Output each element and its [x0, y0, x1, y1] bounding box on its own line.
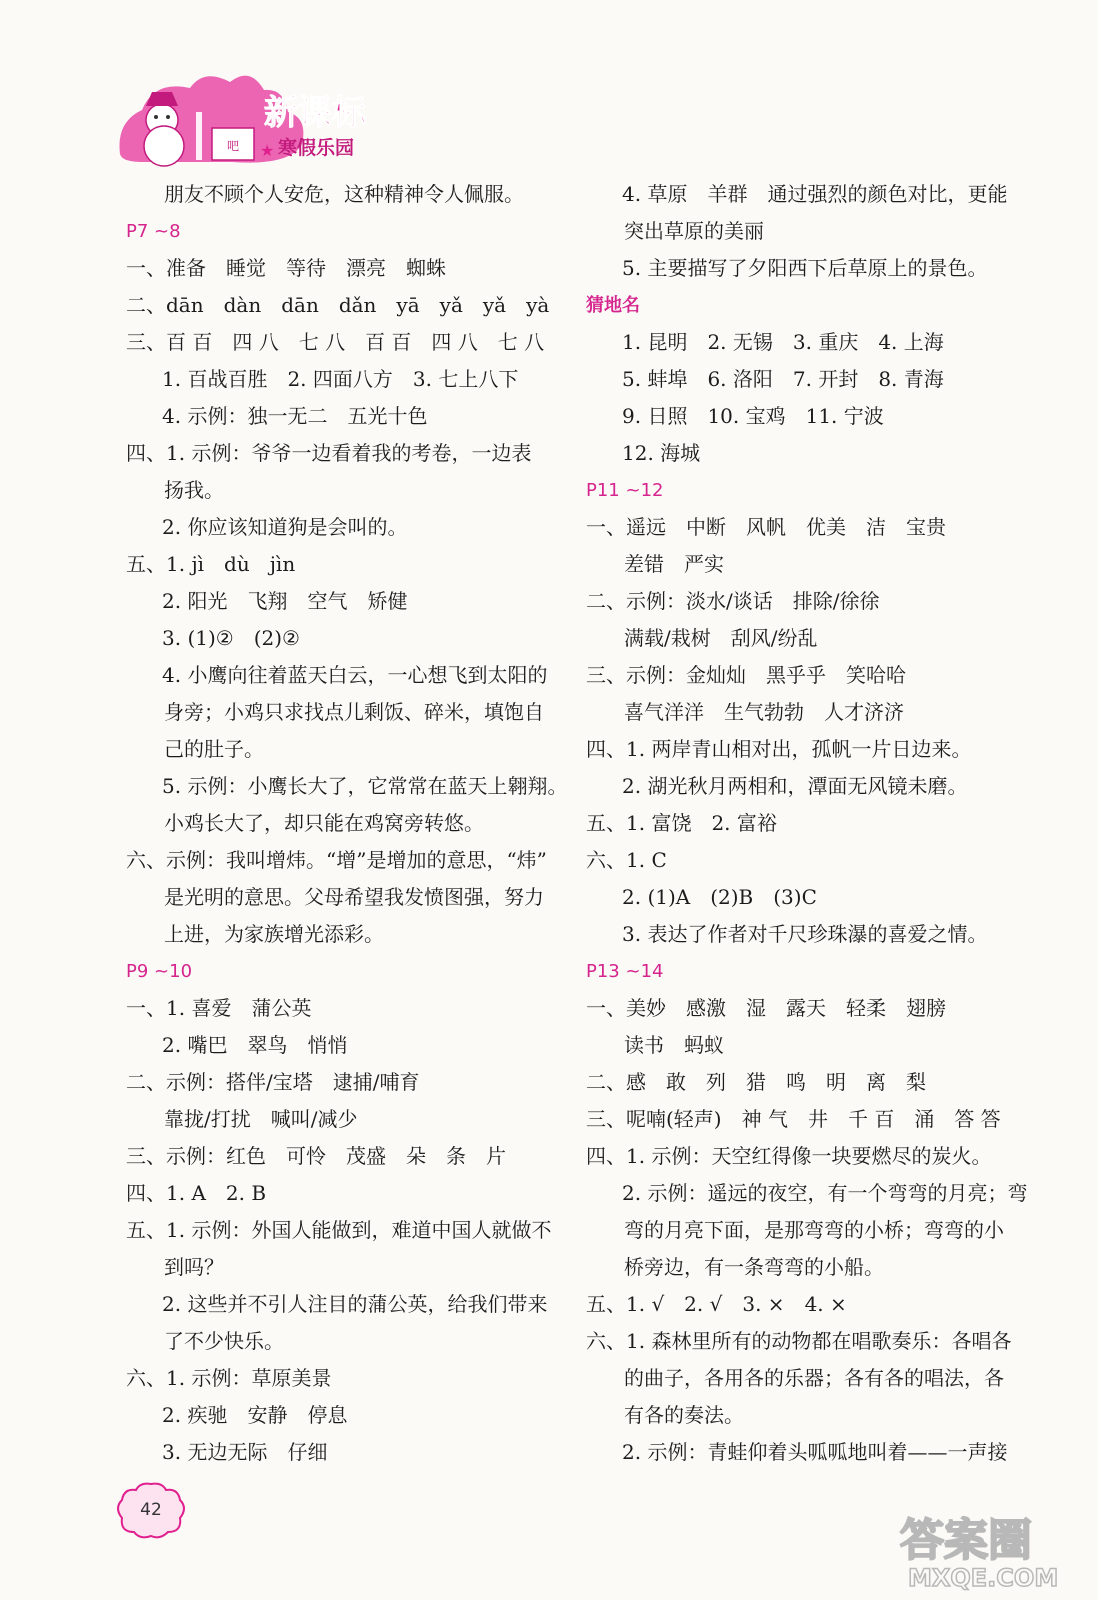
- answer-line: 二、感 敢 列 猎 鸣 明 离 梨: [586, 1070, 926, 1094]
- answer-line: 一、美妙 感激 湿 露天 轻柔 翅膀: [586, 996, 946, 1020]
- answer-line: 四、1. 示例：爷爷一边看着我的考卷，一边表: [126, 441, 532, 465]
- answer-column-right: [586, 176, 1028, 1471]
- answer-line: 读书 蚂蚁: [624, 1033, 724, 1057]
- answer-line: 2. 示例：遥远的夜空，有一个弯弯的月亮；弯: [622, 1181, 1028, 1205]
- answer-line: 2. 这些并不引人注目的蒲公英，给我们带来: [162, 1292, 548, 1316]
- answer-line: 身旁；小鸡只求找点儿剩饭、碎米，填饱自: [164, 700, 544, 724]
- answer-line: 的曲子，各用各的乐器；各有各的唱法，各: [624, 1366, 1004, 1390]
- answer-line: 二、示例：淡水/谈话 排除/徐徐: [586, 589, 880, 613]
- answer-line: 4. 示例：独一无二 五光十色: [162, 404, 428, 428]
- answer-line: 2. (1)A (2)B (3)C: [622, 885, 817, 909]
- answer-line: 一、1. 喜爱 蒲公英: [126, 996, 312, 1020]
- header-logo: [112, 62, 412, 172]
- answer-line: 3. (1)② (2)②: [162, 626, 300, 650]
- header-title: 新课标: [264, 93, 366, 133]
- answer-line: 2. 湖光秋月两相和，潭面无风镜未磨。: [622, 774, 968, 798]
- answer-line: 是光明的意思。父母希望我发愤图强，努力: [164, 885, 544, 909]
- answer-line: 上进，为家族增光添彩。: [164, 922, 384, 946]
- answer-line: 靠拢/打扰 喊叫/减少: [164, 1107, 358, 1131]
- answer-line: 9. 日照 10. 宝鸡 11. 宁波: [622, 404, 884, 428]
- answer-line: 三、呢喃(轻声) 神 气 井 千 百 涌 答 答: [586, 1107, 1001, 1131]
- answer-line: 2. 疾驰 安静 停息: [162, 1403, 348, 1427]
- answer-line: 六、示例：我叫增炜。“增”是增加的意思，“炜”: [126, 848, 547, 872]
- answer-line: 二、示例：搭伴/宝塔 逮捕/哺育: [126, 1070, 420, 1094]
- answer-line: 了不少快乐。: [164, 1329, 284, 1353]
- answer-line: 六、1. 森林里所有的动物都在唱歌奏乐：各唱各: [586, 1329, 1012, 1353]
- answer-line: 小鸡长大了，却只能在鸡窝旁转悠。: [164, 811, 484, 835]
- answer-line: 六、1. 示例：草原美景: [126, 1366, 332, 1390]
- answer-line: 扬我。: [164, 478, 224, 502]
- answer-line: 喜气洋洋 生气勃勃 人才济济: [624, 700, 904, 724]
- answer-line: 满载/栽树 刮风/纷乱: [624, 626, 818, 650]
- answer-line: 三、示例：金灿灿 黑乎乎 笑哈哈: [586, 663, 906, 687]
- answer-line: 己的肚子。: [164, 737, 264, 761]
- section-heading: P13 ~14: [586, 961, 664, 982]
- answer-line: 朋友不顾个人安危，这种精神令人佩服。: [164, 182, 524, 206]
- answer-line: 有各的奏法。: [624, 1403, 744, 1427]
- answer-line: 差错 严实: [624, 552, 724, 576]
- star-icon: ★: [260, 141, 275, 160]
- answer-line: 2. 阳光 飞翔 空气 矫健: [162, 589, 408, 613]
- answer-line: 1. 昆明 2. 无锡 3. 重庆 4. 上海: [622, 330, 944, 354]
- watermark-sub: MXQE.COM: [908, 1564, 1059, 1592]
- answer-line: 五、1. 富饶 2. 富裕: [586, 811, 777, 835]
- watermark-main: 答案圈: [900, 1515, 1032, 1566]
- answer-line: 三、百 百 四 八 七 八 百 百 四 八 七 八: [126, 330, 545, 354]
- answer-line: 5. 主要描写了夕阳西下后草原上的景色。: [622, 256, 988, 280]
- answer-line: 5. 示例：小鹰长大了，它常常在蓝天上翱翔。: [162, 774, 568, 798]
- answer-line: 四、1. 示例：天空红得像一块要燃尽的炭火。: [586, 1144, 992, 1168]
- answer-column-left: [126, 176, 568, 1471]
- answer-line: 12. 海城: [622, 441, 701, 465]
- answer-line: 3. 无边无际 仔细: [162, 1440, 328, 1464]
- header-logo-graphic: [112, 62, 412, 172]
- page-number: 42: [140, 1500, 162, 1520]
- answer-line: 2. 嘴巴 翠鸟 悄悄: [162, 1033, 348, 1057]
- answer-line: 一、遥远 中断 风帆 优美 洁 宝贵: [586, 515, 946, 539]
- answer-line: 四、1. A 2. B: [126, 1181, 267, 1205]
- answer-line: 弯的月亮下面，是那弯弯的小桥；弯弯的小: [624, 1218, 1004, 1242]
- section-heading: P11 ~12: [586, 480, 664, 501]
- svg-text:吧: 吧: [226, 139, 240, 153]
- answer-line: 2. 你应该知道狗是会叫的。: [162, 515, 408, 539]
- header-subtitle: 寒假乐园: [278, 137, 355, 159]
- answer-line: 突出草原的美丽: [624, 219, 764, 243]
- answer-line: 5. 蚌埠 6. 洛阳 7. 开封 8. 青海: [622, 367, 944, 391]
- watermark-graphic: [890, 1500, 1090, 1595]
- answer-line: 4. 草原 羊群 通过强烈的颜色对比，更能: [622, 182, 1008, 206]
- section-heading: 猜地名: [586, 295, 640, 316]
- answer-line: 三、示例：红色 可怜 茂盛 朵 条 片: [126, 1144, 506, 1168]
- answer-line: 四、1. 两岸青山相对出，孤帆一片日边来。: [586, 737, 972, 761]
- answer-line: 二、dān dàn dān dǎn yā yǎ yǎ yà: [126, 293, 550, 317]
- page-number-badge: [116, 1480, 186, 1540]
- section-heading: P7 ~8: [126, 221, 181, 242]
- answer-line: 一、准备 睡觉 等待 漂亮 蜘蛛: [126, 256, 446, 280]
- answer-line: 五、1. 示例：外国人能做到，难道中国人就做不: [126, 1218, 552, 1242]
- answer-line: 桥旁边，有一条弯弯的小船。: [624, 1255, 884, 1279]
- answer-line: 五、1. √ 2. √ 3. × 4. ×: [586, 1292, 847, 1316]
- answer-line: 3. 表达了作者对千尺珍珠瀑的喜爱之情。: [622, 922, 988, 946]
- watermark: [890, 1500, 1090, 1595]
- answer-line: 六、1. C: [586, 848, 667, 872]
- answer-line: 4. 小鹰向往着蓝天白云，一心想飞到太阳的: [162, 663, 548, 687]
- answer-line: 到吗？: [164, 1255, 224, 1279]
- answer-line: 2. 示例：青蛙仰着头呱呱地叫着——一声接: [622, 1440, 1008, 1464]
- answer-line: 五、1. jì dù jìn: [126, 552, 296, 576]
- section-heading: P9 ~10: [126, 961, 193, 982]
- answer-line: 1. 百战百胜 2. 四面八方 3. 七上八下: [162, 367, 519, 391]
